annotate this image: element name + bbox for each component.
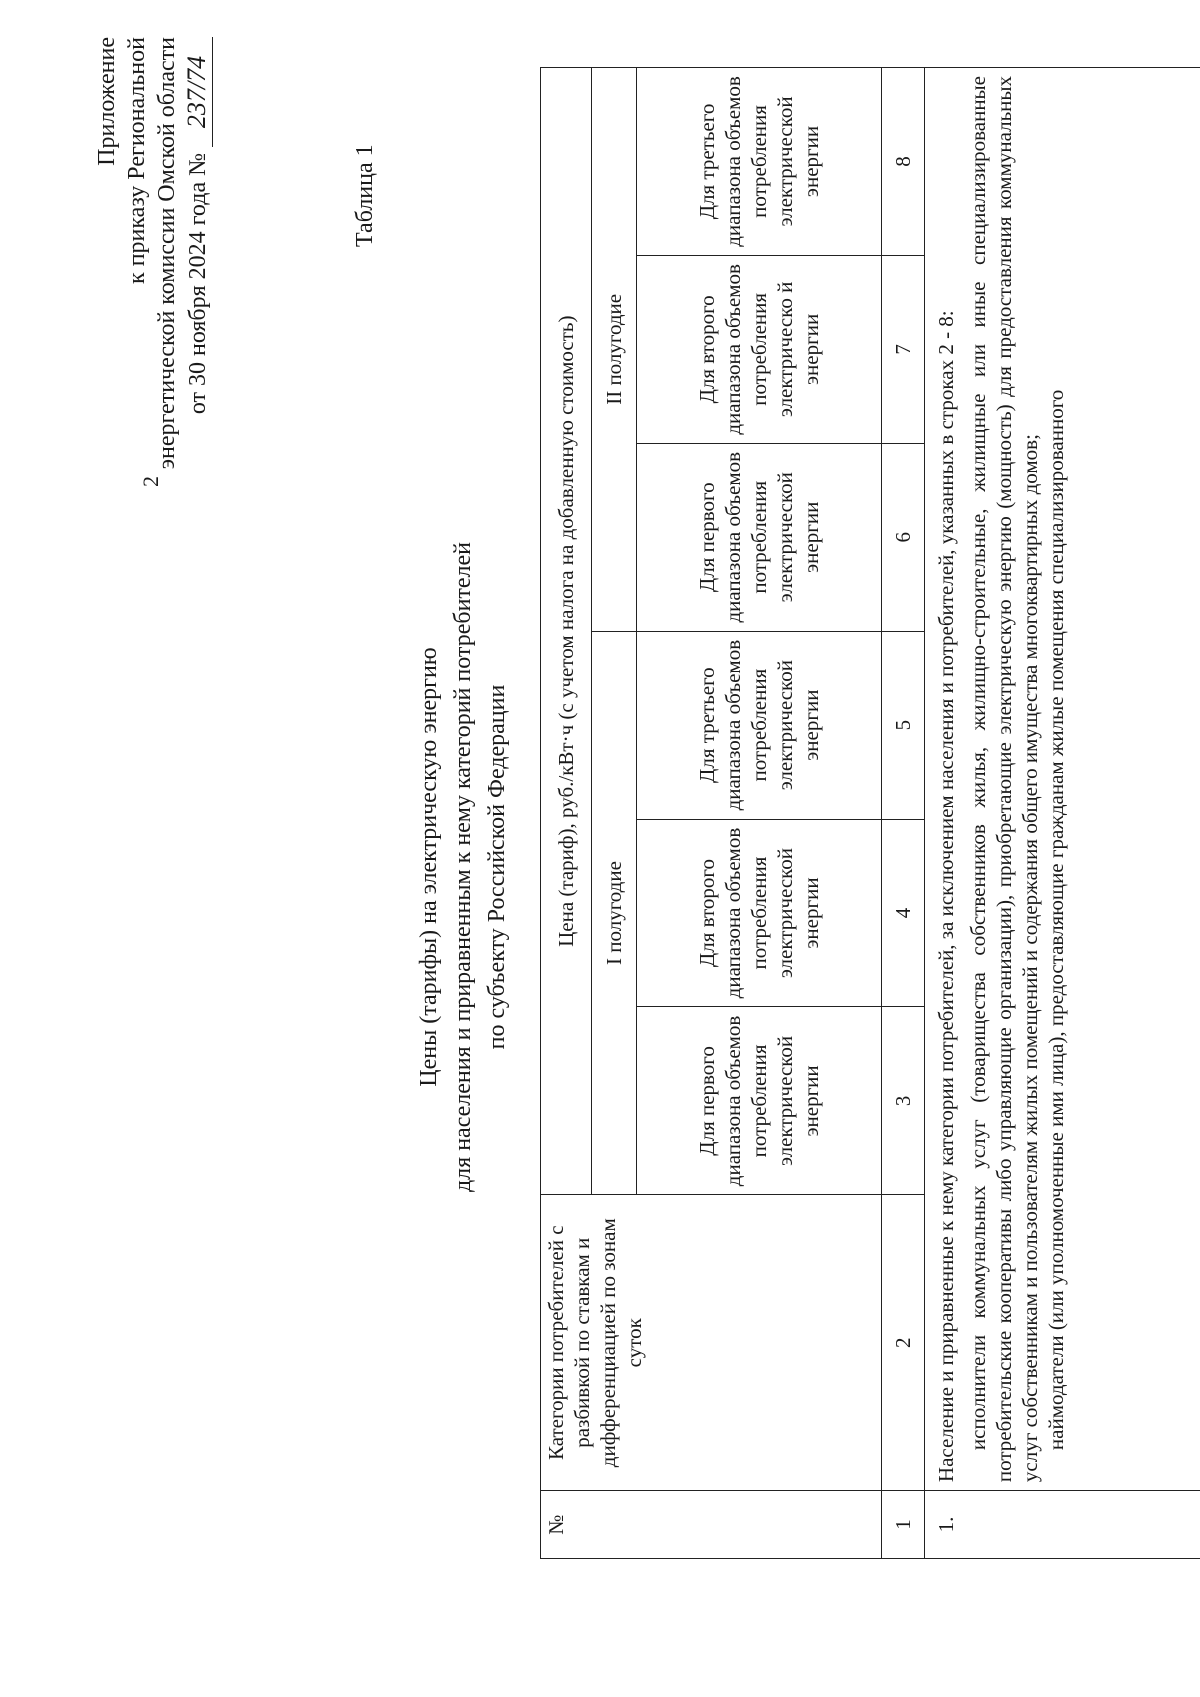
column-number: 5	[882, 631, 925, 819]
row-paragraph: наймодатели (или уполномоченные ими лица), предоставляющие гражданам жилые помещения специализированного	[1044, 389, 1068, 1451]
row-description	[925, 68, 1200, 1491]
appendix-line2: к приказу Региональной	[124, 37, 150, 284]
appendix-header	[92, 37, 213, 517]
header-range: Для третьего диапазона объемов потребления электрической энергии	[637, 631, 882, 819]
header-price: Цена (тариф), руб./кВт·ч (с учетом налога на добавленную стоимость)	[541, 68, 592, 1195]
order-number: 237/74	[182, 37, 213, 147]
title-line2: для населения и приравненным к нему категорий потребителей	[450, 541, 476, 1193]
table-row	[925, 68, 1200, 1559]
column-number: 8	[882, 68, 925, 256]
header-range: Для второго диапазона объемов потребления электрическо й энергии	[637, 255, 882, 443]
tariff-table	[540, 67, 1200, 1559]
column-number: 4	[882, 819, 925, 1007]
appendix-line1: Приложение	[94, 37, 120, 166]
header-range: Для второго диапазона объемов потребления электрической энергии	[637, 819, 882, 1007]
appendix-date: от 30 ноября 2024 года №	[185, 153, 211, 415]
title-line1: Цены (тарифы) на электрическую энергию	[416, 647, 442, 1087]
header-range: Для третьего диапазона объемов потребления электрической энергии	[637, 68, 882, 256]
appendix-line3: энергетической комиссии Омской области	[154, 37, 180, 470]
column-number: 2	[882, 1195, 925, 1491]
header-half1: I полугодие	[592, 631, 637, 1195]
appendix-line4	[182, 37, 213, 517]
column-number: 3	[882, 1007, 925, 1195]
page-number: 2	[138, 476, 163, 487]
header-range: Для первого диапазона объемов потребления электрической энергии	[637, 443, 882, 631]
header-no: №	[541, 1491, 882, 1559]
row-paragraph: исполнители коммунальных услуг (товарищества собственников жилья, жилищно-строительные, жилищные или иные специализированные потребительские кооперативы либо управляющие организации), приобретающие электрическую энергию (мощность) для предоставления коммунальных услуг собственникам и пользователям жилых помещений и содержания общего имущества многоквартирных домов;	[966, 76, 1042, 1483]
header-range: Для первого диапазона объемов потребления электрической энергии	[637, 1007, 882, 1195]
column-number: 7	[882, 255, 925, 443]
row-heading: Население и приравненные к нему категории потребителей, за исключением населения и потребителей, указанных в строках 2 - 8:	[934, 310, 958, 1483]
table-label: Таблица 1	[352, 144, 378, 247]
table-header-row	[541, 68, 592, 1559]
column-number-row	[882, 68, 925, 1559]
column-number: 6	[882, 443, 925, 631]
document-title	[412, 287, 514, 1447]
column-number: 1	[882, 1491, 925, 1559]
title-line3: по субъекту Российской Федерации	[484, 684, 510, 1050]
header-category: Категории потребителей с разбивкой по ставкам и дифференциацией по зонам суток	[541, 1195, 882, 1491]
row-number: 1.	[925, 1491, 1200, 1559]
header-half2: II полугодие	[592, 68, 637, 632]
